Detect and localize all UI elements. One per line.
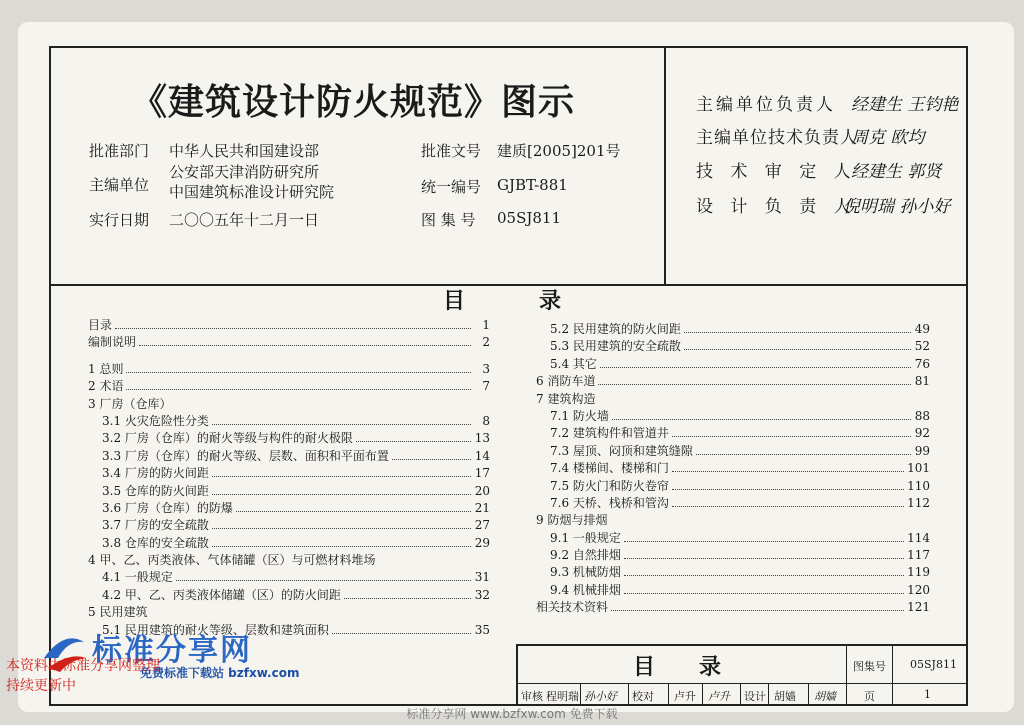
toc-entry bbox=[88, 413, 490, 430]
toc-entry bbox=[536, 460, 930, 477]
header-divider bbox=[664, 48, 666, 284]
toc-leader-dots bbox=[684, 332, 911, 333]
doc-no-label: 批准文号 bbox=[421, 142, 482, 160]
toc-leader-dots bbox=[126, 372, 471, 373]
toc-entry bbox=[536, 338, 930, 355]
page-number: 1 bbox=[924, 688, 931, 701]
toc-entry bbox=[88, 334, 490, 351]
toc-entry bbox=[536, 321, 930, 338]
toc-entry-title: 相关技术资料 bbox=[536, 600, 609, 615]
toc-entry-page: 27 bbox=[474, 518, 490, 533]
toc-leader-dots bbox=[611, 610, 904, 611]
toc-leader-dots bbox=[115, 328, 471, 329]
toc-leader-dots bbox=[392, 459, 471, 460]
title-block-divider bbox=[846, 683, 847, 704]
toc-entry bbox=[88, 483, 490, 500]
toc-leader-dots bbox=[672, 436, 911, 437]
toc-entry-page: 92 bbox=[914, 426, 930, 441]
toc-entry-title: 2 术语 bbox=[88, 379, 124, 394]
toc-entry bbox=[536, 512, 930, 529]
page-label: 页 bbox=[864, 690, 875, 703]
toc-leader-dots bbox=[672, 489, 904, 490]
title-block-divider bbox=[768, 683, 769, 704]
editor-1: 公安部天津消防研究所 bbox=[169, 163, 320, 181]
approval-dept: 中华人民共和国建设部 bbox=[169, 142, 320, 160]
toc-entry-title: 编制说明 bbox=[88, 335, 137, 350]
toc-leader-dots bbox=[684, 349, 911, 350]
toc-entry-title: 5.3 民用建筑的安全疏散 bbox=[550, 339, 681, 354]
editor-label: 主编单位 bbox=[89, 176, 150, 194]
signature-1: 经建生 王钧艳 bbox=[851, 95, 959, 115]
title-block-atlas-value: 05SJ811 bbox=[910, 658, 957, 671]
toc-entry-page: 49 bbox=[914, 322, 930, 336]
toc-entry-title: 3.1 火灾危险性分类 bbox=[102, 413, 209, 428]
title-block-divider bbox=[846, 646, 847, 683]
toc-entry bbox=[536, 564, 930, 581]
title-block bbox=[516, 644, 966, 704]
design-label: 设计 bbox=[744, 690, 766, 703]
signer-role-1: 主编单位负责人 bbox=[696, 95, 836, 115]
title-block-divider bbox=[702, 683, 703, 704]
toc-entry-page: 99 bbox=[914, 443, 930, 458]
signature-4: 倪明瑞 孙小好 bbox=[843, 197, 951, 217]
designer-name: 胡嫱 bbox=[774, 690, 796, 703]
date-label: 实行日期 bbox=[89, 211, 150, 229]
watermark-note-2: 持续更新中 bbox=[6, 678, 76, 694]
toc-leader-dots bbox=[598, 384, 911, 385]
watermark-logo: 标准分享网 bbox=[92, 633, 252, 668]
effective-date: 二〇〇五年十二月一日 bbox=[169, 211, 320, 229]
toc-leader-dots bbox=[126, 389, 471, 390]
toc-entry-page: 31 bbox=[474, 570, 490, 585]
toc-leader-dots bbox=[139, 345, 471, 346]
toc-entry-page: 114 bbox=[907, 530, 930, 545]
signature-3: 经建生 郭贤 bbox=[851, 162, 942, 182]
toc-entry-page: 35 bbox=[474, 622, 490, 637]
toc-leader-dots bbox=[672, 506, 904, 507]
toc-entry bbox=[88, 552, 490, 569]
toc-leader-dots bbox=[212, 494, 471, 495]
toc-entry bbox=[536, 547, 930, 564]
toc-entry bbox=[88, 448, 490, 465]
doc-no: 建质[2005]201号 bbox=[497, 142, 621, 160]
toc-entry-title: 7.3 屋顶、闷顶和建筑缝隙 bbox=[550, 443, 693, 458]
toc-entry-title: 5.1 民用建筑的耐火等级、层数和建筑面积 bbox=[102, 622, 329, 637]
signer-role-3: 技 术 审 定 人 bbox=[696, 162, 857, 182]
toc-entry-page: 112 bbox=[907, 495, 930, 510]
toc-entry-title: 7.4 楼梯间、楼梯和门 bbox=[550, 461, 669, 476]
toc-entry bbox=[536, 425, 930, 442]
atlas-no: 05SJ811 bbox=[497, 209, 562, 227]
toc-entry-page: 110 bbox=[907, 478, 930, 493]
toc-entry-title: 3.4 厂房的防火间距 bbox=[102, 466, 209, 481]
toc-entry-page: 117 bbox=[907, 548, 930, 563]
toc-entry bbox=[536, 495, 930, 512]
designer-signature: 胡嫱 bbox=[814, 690, 836, 703]
reviewer-signature: 孙小好 bbox=[584, 690, 617, 703]
toc-entry-title: 3 厂房（仓库） bbox=[88, 396, 172, 411]
toc-entry bbox=[88, 396, 490, 413]
toc-entry bbox=[536, 408, 930, 425]
checker-name: 卢升 bbox=[674, 690, 696, 703]
title-block-divider bbox=[580, 683, 581, 704]
toc-entry-title: 9.3 机械防烟 bbox=[550, 565, 621, 580]
toc-entry bbox=[88, 604, 490, 621]
toc-leader-dots bbox=[344, 598, 471, 599]
toc-entry-page: 21 bbox=[474, 500, 490, 515]
toc-entry-title: 3.6 厂房（仓库）的防爆 bbox=[102, 500, 233, 515]
toc-entry bbox=[536, 373, 930, 390]
document-title: 《建筑设计防火规范》图示 bbox=[131, 81, 576, 123]
toc-entry-page: 8 bbox=[482, 413, 490, 428]
review-label: 审核 bbox=[521, 690, 543, 703]
toc-entry-title: 9.4 机械排烟 bbox=[550, 582, 621, 597]
checker-signature: 卢升 bbox=[708, 690, 730, 703]
toc-entry-title: 4.2 甲、乙、丙类液体储罐（区）的防火间距 bbox=[102, 587, 341, 602]
title-block-atlas-label: 图集号 bbox=[853, 660, 886, 673]
toc-entry bbox=[88, 430, 490, 447]
toc-entry-title: 3.8 仓库的安全疏散 bbox=[102, 535, 209, 550]
signer-role-2: 主编单位技术负责人 bbox=[696, 128, 858, 148]
check-label: 校对 bbox=[632, 690, 654, 703]
toc-entry-page: 120 bbox=[907, 582, 930, 597]
header-block bbox=[51, 48, 966, 286]
toc-entry bbox=[88, 500, 490, 517]
toc-entry-title: 3.3 厂房（仓库）的耐火等级、层数、面积和平面布置 bbox=[102, 448, 389, 463]
title-block-name: 目 录 bbox=[633, 654, 722, 680]
toc-entry-title: 7.5 防火门和防火卷帘 bbox=[550, 478, 669, 493]
toc-entry-page: 2 bbox=[482, 335, 490, 350]
title-block-divider bbox=[808, 683, 809, 704]
toc-entry-title: 5.2 民用建筑的防火间距 bbox=[550, 322, 681, 336]
toc-entry bbox=[536, 530, 930, 547]
toc-entry-page: 101 bbox=[907, 461, 930, 476]
toc-entry bbox=[88, 465, 490, 482]
title-block-divider bbox=[628, 683, 629, 704]
toc-leader-dots bbox=[672, 471, 904, 472]
signature-2: 周克 欧均 bbox=[851, 128, 925, 148]
toc-leader-dots bbox=[212, 424, 471, 425]
toc-leader-dots bbox=[236, 511, 471, 512]
unified-no-label: 统一编号 bbox=[421, 178, 482, 196]
toc-entry-page: 88 bbox=[914, 408, 930, 423]
toc-entry-title: 9.1 一般规定 bbox=[550, 530, 621, 545]
toc-entry-title: 7 建筑构造 bbox=[536, 391, 596, 406]
toc-leader-dots bbox=[624, 593, 904, 594]
toc-entry-title: 7.2 建筑构件和管道井 bbox=[550, 426, 669, 441]
toc-entry bbox=[88, 378, 490, 395]
signer-role-4: 设 计 负 责 人 bbox=[696, 197, 857, 217]
toc-leader-dots bbox=[212, 546, 471, 547]
title-block-divider bbox=[668, 683, 669, 704]
toc-right-column bbox=[536, 321, 930, 617]
toc-entry bbox=[88, 361, 490, 378]
toc-entry bbox=[536, 599, 930, 616]
toc-entry-title: 4.1 一般规定 bbox=[102, 570, 173, 585]
title-block-divider bbox=[892, 646, 893, 704]
toc-entry-title: 1 总则 bbox=[88, 361, 124, 376]
toc-leader-dots bbox=[696, 454, 911, 455]
toc-entry bbox=[536, 582, 930, 599]
watermark-note-1: 本资料由标准分享网整理 bbox=[6, 658, 160, 674]
drawing-frame bbox=[49, 46, 968, 706]
toc-entry-page: 121 bbox=[907, 600, 930, 615]
title-block-divider bbox=[518, 683, 966, 684]
toc-entry-page: 29 bbox=[474, 535, 490, 550]
reviewer-name: 程明瑞 bbox=[546, 690, 579, 703]
toc-entry bbox=[536, 443, 930, 460]
toc-entry-title: 目录 bbox=[88, 318, 113, 332]
toc-entry-page: 17 bbox=[474, 466, 490, 481]
atlas-no-label: 图 集 号 bbox=[421, 211, 476, 229]
toc-entry bbox=[88, 517, 490, 534]
toc-leader-dots bbox=[600, 367, 911, 368]
toc-entry-title: 6 消防车道 bbox=[536, 374, 596, 389]
toc-entry bbox=[536, 478, 930, 495]
editor-2: 中国建筑标准设计研究院 bbox=[169, 183, 335, 201]
toc-entry-page: 7 bbox=[482, 379, 490, 394]
toc-entry-title: 3.7 厂房的安全疏散 bbox=[102, 518, 209, 533]
watermark-subtitle: 免费标准下载站 bzfxw.com bbox=[140, 666, 300, 680]
toc-leader-dots bbox=[176, 580, 471, 581]
toc-entry-page: 76 bbox=[914, 356, 930, 371]
toc-leader-dots bbox=[356, 441, 471, 442]
toc-entry-title: 7.1 防火墙 bbox=[550, 408, 609, 423]
unified-no: GJBT-881 bbox=[497, 176, 568, 194]
toc-entry-page: 32 bbox=[474, 587, 490, 602]
toc-entry-page: 1 bbox=[482, 318, 490, 332]
toc-leader-dots bbox=[612, 419, 911, 420]
toc-entry-title: 3.2 厂房（仓库）的耐火等级与构件的耐火极限 bbox=[102, 431, 353, 446]
toc-leader-dots bbox=[212, 528, 471, 529]
toc-leader-dots bbox=[332, 633, 471, 634]
toc-entry bbox=[536, 391, 930, 408]
toc-leader-dots bbox=[624, 541, 904, 542]
toc-entry bbox=[88, 317, 490, 334]
toc-entry bbox=[88, 587, 490, 604]
toc-entry-page: 14 bbox=[474, 448, 490, 463]
toc-left-column bbox=[88, 317, 490, 639]
toc-entry-page: 20 bbox=[474, 483, 490, 498]
toc-entry bbox=[536, 356, 930, 373]
toc-entry bbox=[88, 535, 490, 552]
toc-entry bbox=[88, 569, 490, 586]
toc-entry-page: 52 bbox=[914, 339, 930, 354]
title-block-divider bbox=[740, 683, 741, 704]
approval-dept-label: 批准部门 bbox=[89, 142, 150, 160]
toc-entry-page: 3 bbox=[482, 361, 490, 376]
toc-entry-title: 9 防烟与排烟 bbox=[536, 513, 608, 528]
toc-entry-page: 81 bbox=[914, 374, 930, 389]
toc-entry-title: 5.4 其它 bbox=[550, 356, 597, 371]
toc-entry-page: 13 bbox=[474, 431, 490, 446]
toc-entry-title: 4 甲、乙、丙类液体、气体储罐（区）与可燃材料堆场 bbox=[88, 553, 376, 568]
toc-entry-page: 119 bbox=[907, 565, 930, 580]
toc-entry-title: 9.2 自然排烟 bbox=[550, 548, 621, 563]
watermark-footer: 标准分享网 www.bzfxw.com 免费下载 bbox=[406, 707, 618, 721]
toc-entry-title: 5 民用建筑 bbox=[88, 605, 148, 620]
toc-entry-title: 3.5 仓库的防火间距 bbox=[102, 483, 209, 498]
toc-leader-dots bbox=[624, 575, 904, 576]
toc-entry-title: 7.6 天桥、栈桥和管沟 bbox=[550, 495, 669, 510]
toc-title: 目 录 bbox=[443, 288, 564, 314]
toc-leader-dots bbox=[624, 558, 904, 559]
toc-leader-dots bbox=[212, 476, 471, 477]
